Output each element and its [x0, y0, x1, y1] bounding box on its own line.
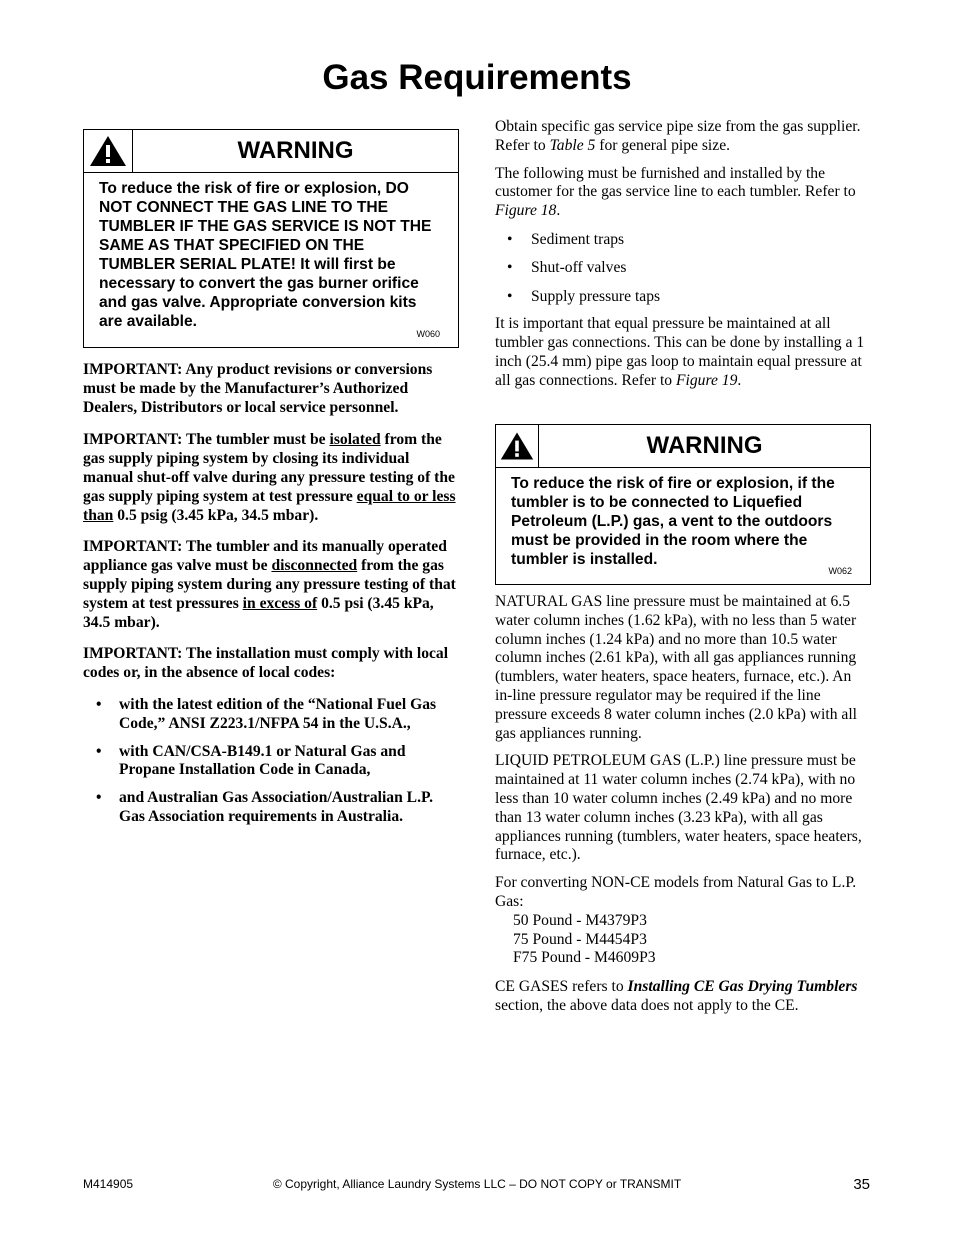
text: IMPORTANT: The tumbler must be: [83, 431, 330, 449]
left-column: [83, 361, 459, 827]
text: The following must be furnished and installed by the customer for the gas service line to each tumbler. Refer to: [495, 164, 856, 201]
section-reference: Installing CE Gas Drying Tumblers: [627, 978, 858, 996]
list-item: [495, 259, 871, 278]
list-item: [495, 288, 871, 307]
bullet-icon: •: [507, 259, 513, 277]
important-note-revisions: IMPORTANT: Any product revisions or conversions must be made by the Manufacturer’s Authorized Dealers, Distributors or local service personnel.: [83, 361, 433, 416]
warning-title: WARNING: [237, 137, 354, 164]
list-item-text: with the latest edition of the “National Fuel Gas Code,” ANSI Z223.1/NFPA 54 in the U.S.A.,: [119, 695, 437, 732]
bullet-icon: •: [96, 695, 102, 713]
bullet-icon: •: [507, 230, 513, 248]
text: from the gas supply piping system during any pressure testing of that system at test pressures: [83, 557, 456, 612]
list-item-text: and Australian Gas Association/Australian L.P. Gas Association requirements in Australia.: [119, 789, 433, 825]
warning-title: WARNING: [646, 432, 763, 459]
paragraph-ce-gases: [495, 978, 871, 1016]
warning-text: To reduce the risk of fire or explosion, if the tumbler is to be connected to Liquefied Petroleum (L.P.) gas, a vent to the outdoors must be provided in the room where the tumbler is installed.: [511, 475, 835, 568]
warning-header: [496, 425, 870, 468]
paragraph-equal-pressure: [495, 315, 871, 390]
warning-code: W062: [828, 566, 852, 576]
bullet-icon: •: [96, 789, 102, 807]
right-column-top: [495, 118, 871, 391]
warning-triangle-icon: [84, 130, 133, 172]
underlined-text: equal to or less than: [83, 487, 456, 524]
footer-copyright: © Copyright, Alliance Laundry Systems LLC – DO NOT COPY or TRANSMIT: [272, 1177, 682, 1191]
list-item-text: with CAN/CSA-B149.1 or Natural Gas and Propane Installation Code in Canada,: [119, 742, 406, 779]
text: section, the above data does not apply to the CE.: [495, 996, 799, 1014]
required-items-list: [495, 231, 871, 306]
figure-reference: Figure 19: [676, 371, 738, 389]
warning-box-gas-service: [83, 129, 459, 348]
footer-doc-number: M414905: [83, 1177, 134, 1191]
table-reference: Table 5: [549, 136, 596, 154]
bullet-icon: •: [507, 287, 513, 305]
warning-header: [84, 130, 458, 173]
underlined-text: in excess of: [242, 594, 318, 612]
list-item: [83, 743, 459, 781]
figure-reference: Figure 18: [495, 202, 557, 220]
warning-triangle-icon: [496, 425, 539, 467]
important-note-codes: IMPORTANT: The installation must comply with local codes or, in the absence of local codes:: [83, 645, 449, 682]
list-item: [495, 231, 871, 250]
text: CE GASES refers to: [495, 978, 628, 996]
text: 0.5 psig (3.45 kPa, 34.5 mbar).: [113, 506, 319, 524]
text: from the gas supply piping system by closing its individual manual shut-off valve during any pressure testing of the gas supply piping system at test pressure: [83, 431, 455, 505]
conversion-kit-item: 50 Pound - M4379P3: [513, 911, 647, 929]
warning-code: W060: [416, 329, 440, 339]
warning-text: To reduce the risk of fire or explosion, DO NOT CONNECT THE GAS LINE TO THE TUMBLER IF THE GAS SERVICE IS NOT THE SAME AS THAT SPECIFIED ON THE TUMBLER SERIAL PLATE! It will first be necessary to convert the gas burner orifice and gas valve. Appropriate conversion kits are available.: [99, 180, 432, 330]
paragraph-conversion: For converting NON-CE models from Natural Gas to L.P. Gas:: [495, 874, 857, 910]
right-column-bottom: [495, 593, 871, 1016]
list-item-text: Supply pressure taps: [531, 287, 661, 305]
paragraph-natural-gas: NATURAL GAS line pressure must be maintained at 6.5 water column inches (1.62 kPa), with no less than 5 water column inches (1.24 kPa) and no more than 10.5 water column inches (2.61 kPa), with all gas appliances running (tumblers, water heaters, space heaters, furnace, etc.). An in-line pressure regulator may be required if the line pressure exceeds 8 water column inches (2.0 kPa) with all gas appliances running.: [495, 593, 858, 742]
conversion-kit-list: [495, 912, 871, 968]
bullet-icon: •: [96, 742, 102, 760]
important-note-disconnected: [83, 538, 459, 632]
conversion-kit-item: F75 Pound - M4609P3: [513, 949, 656, 967]
list-item: [83, 696, 459, 734]
footer-page-number: 35: [853, 1176, 870, 1193]
text: IMPORTANT: The tumbler and its manually operated appliance gas valve must be: [83, 538, 447, 575]
warning-box-lp-vent: [495, 424, 871, 585]
underlined-text: isolated: [329, 431, 381, 449]
conversion-kit-item: 75 Pound - M4454P3: [513, 930, 647, 948]
underlined-text: disconnected: [271, 557, 358, 575]
paragraph-pipe-size: [495, 118, 871, 156]
text: for general pipe size.: [595, 136, 731, 154]
paragraph-furnished: [495, 165, 871, 221]
text: Obtain specific gas service pipe size from the gas supplier. Refer to: [495, 118, 861, 154]
page-title: Gas Requirements: [322, 58, 632, 97]
text: It is important that equal pressure be maintained at all tumbler gas connections. This can be done by installing a 1 inch (25.4 mm) pipe gas loop to maintain equal pressure at all gas connections. Refer to: [495, 315, 865, 389]
text: 0.5 psi (3.45 kPa, 34.5 mbar).: [83, 594, 434, 631]
paragraph-lp-gas: LIQUID PETROLEUM GAS (L.P.) line pressure must be maintained at 11 water column inches (2.74 kPa), with no less than 10 water column inches (2.49 kPa) and no more than 13 water column inches (3.23 kPa), with all gas appliances running (tumblers, water heaters, space heaters, furnace, etc.).: [495, 752, 862, 864]
text: .: [737, 371, 742, 389]
list-item: [83, 789, 459, 827]
list-item-text: Sediment traps: [531, 230, 625, 248]
important-note-isolated: [83, 431, 459, 525]
text: .: [556, 202, 561, 220]
list-item-text: Shut-off valves: [531, 259, 627, 277]
codes-list: [83, 696, 459, 827]
